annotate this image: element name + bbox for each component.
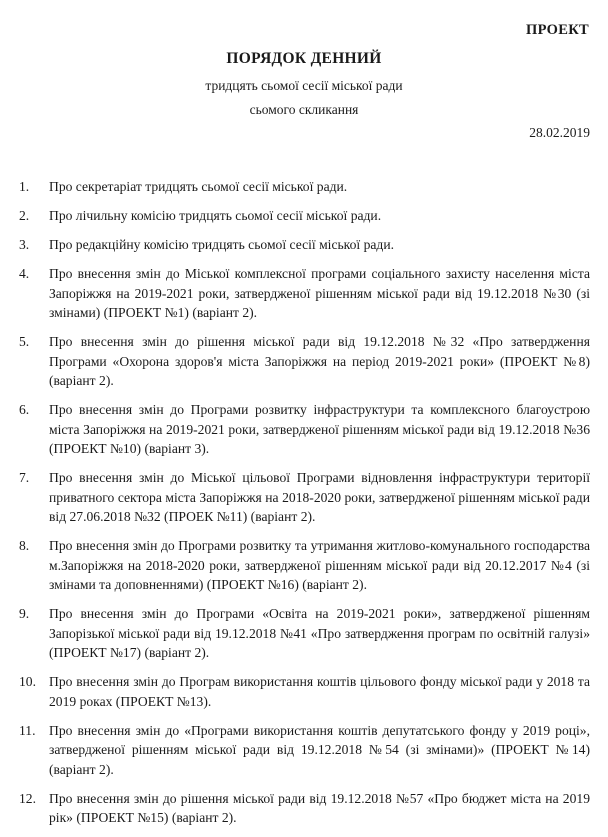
agenda-item-text: Про внесення змін до Програм використання коштів цільового фонду міської ради у 2018 та 2019 роках (ПРОЕКТ №13).	[49, 674, 590, 709]
session-subtitle: тридцять сьомої сесії міської ради	[205, 78, 403, 93]
page-title: ПОРЯДОК ДЕННИЙ	[226, 50, 382, 67]
agenda-item-text: Про внесення змін до «Програми використання коштів депутатського фонду у 2019 році», затвердженої рішенням міської ради від 19.12.2018 №54 (зі змінами)» (ПРОЕКТ №14) (варіант 2).	[49, 722, 590, 777]
draft-stamp: ПРОЕКТ	[526, 22, 589, 38]
agenda-item-text: Про внесення змін до Міської цільової Програми відновлення інфраструктури території приватного сектора міста Запоріжжя на 2018-2020 роки, затвердженої рішенням міської ради від 27.06.2018 №32 (ПРОЕК №11) (варіант 2).	[49, 470, 590, 524]
agenda-item	[0, 468, 608, 527]
agenda-item-number: 7.	[19, 470, 30, 485]
agenda-item-text: Про внесення змін до Програми розвитку та утримання житлово-комунального господарства м.Запоріжжя на 2018-2020 роки, затвердженої рішенням міської ради від 20.12.2017 №4 (зі змінами та доповненнями) (ПРОЕКТ №16) (варіант 2).	[49, 538, 590, 592]
agenda-item-number: 10.	[19, 674, 36, 689]
agenda-item	[0, 206, 608, 226]
agenda-item-number: 5.	[19, 334, 30, 349]
agenda-item	[0, 672, 608, 711]
agenda-item-number: 12.	[19, 790, 36, 806]
agenda-item	[0, 536, 608, 595]
agenda-item-text: Про внесення змін до рішення міської ради від 19.12.2018 №32 «Про затвердження Програми «Охорона здоров'я міста Запоріжжя на період 2019-2021 роки» (ПРОЕКТ №8) (варіант 2).	[49, 334, 590, 388]
agenda-item	[0, 789, 608, 828]
agenda-item-number: 2.	[19, 208, 30, 223]
agenda-item-text: Про внесення змін до Програми «Освіта на 2019-2021 роки», затвердженої рішенням Запорізької міської ради від 19.12.2018 №41 «Про затвердження програм по освітній галузі» (ПРОЕКТ №17) (варіант 2).	[49, 606, 590, 660]
agenda-item-number: 9.	[19, 606, 30, 621]
agenda-item-number: 11.	[19, 722, 36, 738]
agenda-item-number: 3.	[19, 237, 30, 252]
agenda-item-text: Про внесення змін до рішення міської ради від 19.12.2018 №57 «Про бюджет міста на 2019 рік» (ПРОЕКТ №15) (варіант 2).	[49, 790, 590, 825]
agenda-item-number: 1.	[19, 179, 30, 194]
convocation-subtitle: сьомого скликання	[249, 102, 359, 117]
agenda-item	[0, 400, 608, 459]
agenda-list	[0, 177, 608, 837]
agenda-item-text: Про секретаріат тридцять сьомої сесії міської ради.	[49, 179, 348, 194]
agenda-item	[0, 235, 608, 255]
agenda-item	[0, 332, 608, 391]
agenda-item-number: 6.	[19, 402, 30, 417]
agenda-item-text: Про внесення змін до Програми розвитку інфраструктури та комплексного благоустрою міста Запоріжжя на 2019-2021 роки, затвердженої рішенням міської ради від 19.12.2018 №36 (ПРОЕКТ №10) (варіант 3).	[49, 402, 590, 456]
agenda-item-text: Про редакційну комісію тридцять сьомої сесії міської ради.	[49, 237, 394, 252]
agenda-item-text: Про лічильну комісію тридцять сьомої сесії міської ради.	[49, 208, 382, 223]
agenda-item-number: 8.	[19, 538, 30, 553]
agenda-item-text: Про внесення змін до Міської комплексної програми соціального захисту населення міста Запоріжжя на 2019-2021 роки, затвердженої рішенням міської ради від 19.12.2018 №30 (зі змінами) (ПРОЕКТ №1) (варіант 2).	[49, 266, 590, 320]
agenda-item	[0, 721, 608, 780]
agenda-item	[0, 604, 608, 663]
agenda-item-number: 4.	[19, 266, 30, 281]
agenda-item	[0, 177, 608, 197]
agenda-item	[0, 264, 608, 323]
document-date: 28.02.2019	[529, 125, 590, 140]
